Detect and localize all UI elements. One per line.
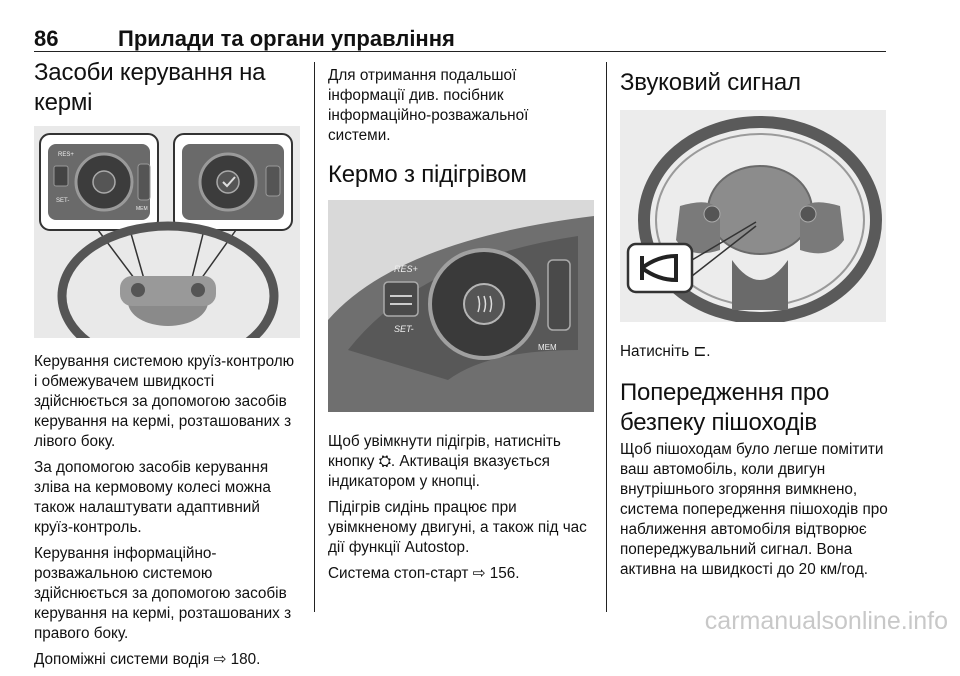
section-heading-heated-wheel: Кермо з підігрівом xyxy=(328,161,527,188)
fig1-res-label: RES+ xyxy=(58,152,74,158)
section-heading-horn: Звуковий сигнал xyxy=(620,69,801,96)
column-3 xyxy=(620,68,888,586)
steering-wheel-controls-figure xyxy=(34,126,300,338)
column-2 xyxy=(328,66,594,590)
horn-figure xyxy=(620,110,886,322)
heated-wheel-figure xyxy=(328,200,594,412)
heated-wheel-illustration xyxy=(328,200,594,412)
column-1 xyxy=(34,58,300,676)
page-number: 86 xyxy=(34,26,59,51)
pedestrian-safety-paragraph: Щоб пішоходам було легше помітити ваш автомобіль, коли двигун внутрішнього згоряння вимкнено, система попередження пішоходів про наближення автомобіля відтворює попереджувальний сигнал. Вона активна на швидкості до 20 км/год. xyxy=(620,441,888,578)
fig2-res-label: RES+ xyxy=(394,264,418,274)
wheel-controls-paragraph-4: Допоміжні системи водія ⇨ 180. xyxy=(34,651,261,668)
horn-instruction: Натисніть ⊏. xyxy=(620,343,711,360)
fig1-set-label: SET- xyxy=(56,198,70,204)
infotainment-reference-paragraph: Для отримання подальшої інформації див. посібник інформаційно-розважальної системи. xyxy=(328,67,529,144)
heated-wheel-paragraph-2: Підігрів сидінь працює при увімкненому двигуні, а також під час дії функції Autostop. xyxy=(328,499,587,556)
header-rule xyxy=(34,51,886,52)
horn-illustration xyxy=(620,110,886,322)
section-heading-pedestrian-safety: Попередження про безпеку пішоходів xyxy=(620,379,830,436)
page-title: Прилади та органи управління xyxy=(118,26,455,51)
fig2-set-label: SET- xyxy=(394,324,414,334)
steering-wheel-controls-illustration xyxy=(34,126,300,338)
column-divider-1 xyxy=(314,62,315,612)
stop-start-reference: Система стоп-старт ⇨ 156. xyxy=(328,565,520,582)
column-divider-2 xyxy=(606,62,607,612)
wheel-controls-paragraph-2: За допомогою засобів керування зліва на кермовому колесі можна також налаштувати адаптивний круїз-контроль. xyxy=(34,459,271,536)
section-heading-wheel-controls: Засоби керування на кермі xyxy=(34,59,266,116)
heated-wheel-paragraph-1: Щоб увімкнути підігрів, натисніть кнопку ⛭. Активація вказується індикатором у кнопці. xyxy=(328,433,561,490)
wheel-controls-paragraph-3: Керування інформаційно-розважальною системою здійснюється за допомогою засобів керування на кермі, розташованих з правого боку. xyxy=(34,545,292,642)
watermark: carmanualsonline.info xyxy=(704,607,948,635)
wheel-controls-paragraph-1: Керування системою круїз-контролю і обмежувачем швидкості здійснюється за допомогою засобів керування на кермі, розташованих з лівого боку. xyxy=(34,353,295,450)
page-header xyxy=(34,26,886,54)
fig1-mem-label: MEM xyxy=(136,206,148,212)
fig2-mem-label: MEM xyxy=(538,343,557,352)
